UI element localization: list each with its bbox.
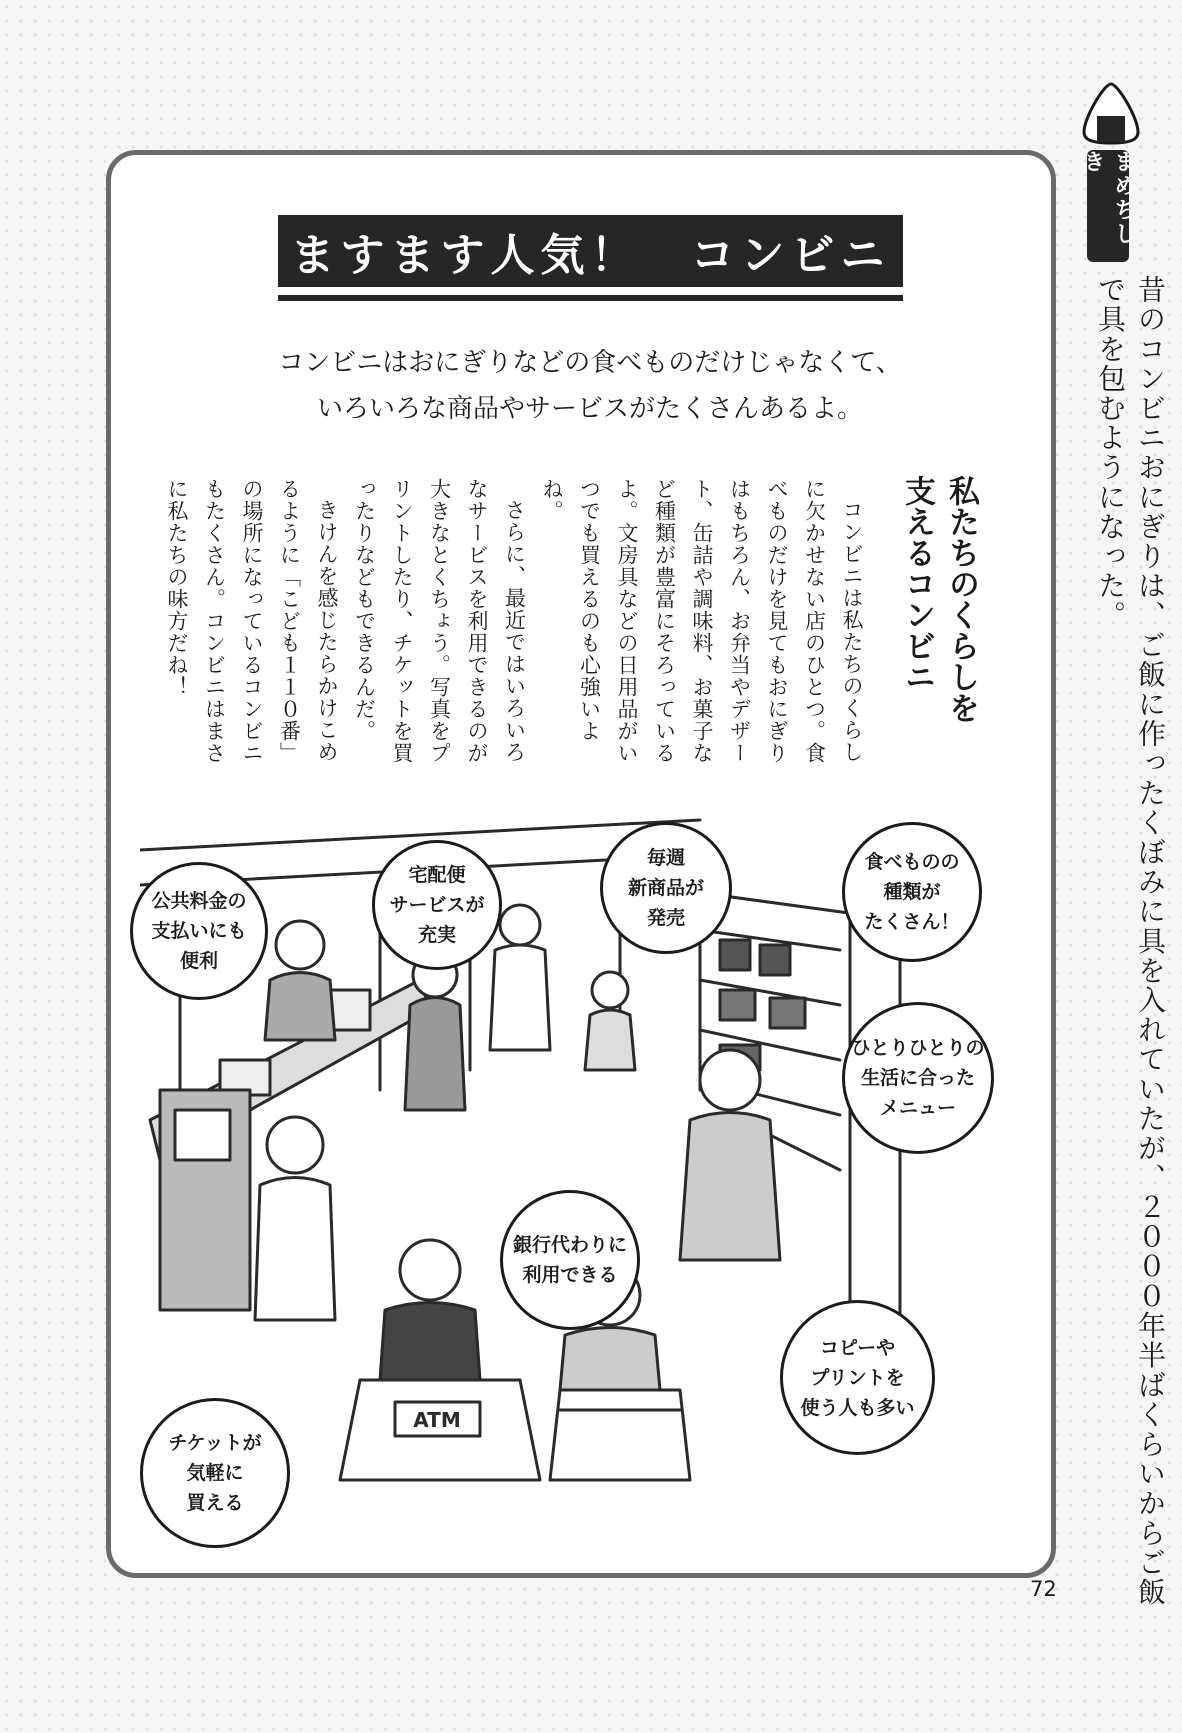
side-tab: まめちしき [1087, 150, 1129, 262]
page-title: ますます人気！ コンビニ [278, 215, 903, 287]
atm-machine [340, 1380, 540, 1480]
bubble-public-fees: 公共料金の 支払いにも 便利 [130, 862, 268, 1000]
intro-text [200, 340, 980, 432]
side-trivia-text: 昔のコンビニおにぎりは、ご飯に作ったくぼみに具を入れていたが、２０００年半ばくらいからご飯で具を包むようになった。 [1094, 275, 1167, 1607]
heading-line-2: 支えるコンビニ [899, 475, 935, 692]
bubble-new-products: 毎週 新商品が 発売 [600, 822, 732, 954]
body-paragraph-2: さらに、最近ではいろいろなサービスを利用できるのが大きなとくちょう。写真をプリントしたり、チケットを買ったりなどもできるんだ。 [352, 478, 527, 764]
intro-line-1: コンビニはおにぎりなどの食べものだけじゃなくて、 [278, 348, 902, 378]
bubble-menu: ひとりひとりの 生活に合った メニュー [842, 1002, 994, 1154]
heading-line-1: 私たちのくらしを [943, 475, 979, 723]
title-underline [278, 295, 903, 301]
onigiri-icon [1080, 80, 1142, 146]
body-paragraph-1: コンビニは私たちのくらしに欠かせない店のひとつ。食べものだけを見てもおにぎりはもちろん、お弁当やデザート、缶詰や調味料、お菓子など種類が豊富にそろっているよ。文房具などの日用品がいつでも買えるのも心強いよね。 [540, 478, 864, 764]
section-heading [895, 475, 983, 755]
multi-copy-machine [160, 1090, 250, 1310]
body-text [165, 478, 870, 780]
bubble-delivery: 宅配便 サービスが 充実 [372, 840, 502, 970]
bubble-bank: 銀行代わりに 利用できる [500, 1190, 640, 1330]
page-number: 72 [1030, 1577, 1057, 1601]
intro-line-2: いろいろな商品やサービスがたくさんあるよ。 [316, 394, 863, 424]
bubble-food-variety: 食べものの 種類が たくさん！ [842, 822, 982, 962]
bubble-copy: コピーや プリントを 使う人も多い [780, 1300, 935, 1455]
title-banner [278, 215, 903, 301]
bubble-ticket: チケットが 気軽に 買える [140, 1398, 290, 1548]
copy-machine [550, 1390, 690, 1480]
body-paragraph-3: きけんを感じたらかけこめるように「こども１１０番」の場所になっているコンビニもたくさん。コンビニはまさに私たちの味方だね！ [165, 478, 339, 764]
atm-label: ATM [413, 1408, 461, 1432]
